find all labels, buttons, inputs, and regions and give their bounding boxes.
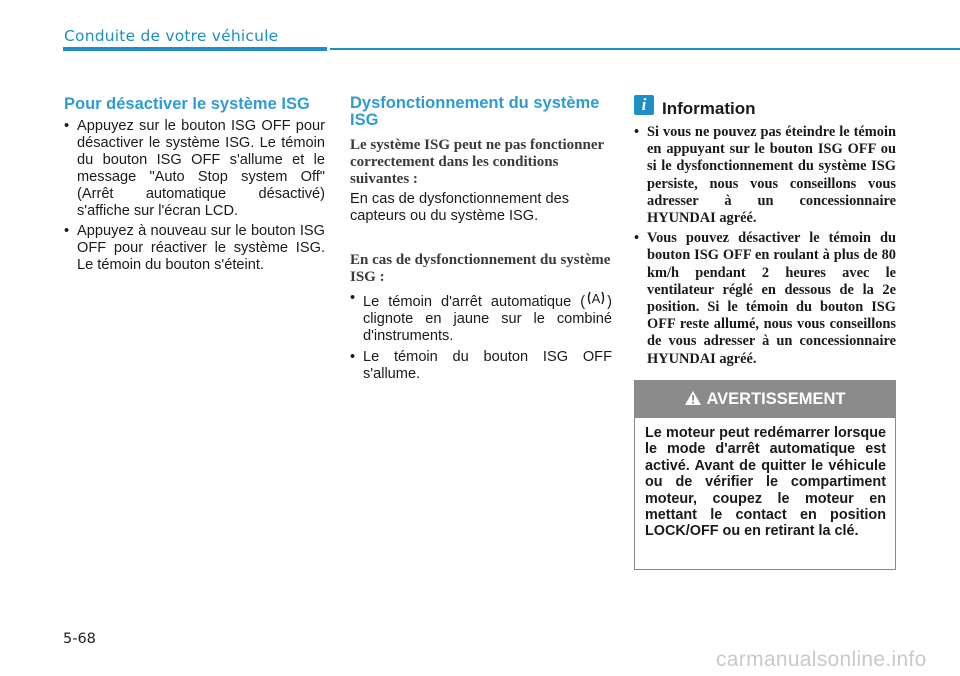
- chapter-title: Conduite de votre véhicule: [64, 27, 279, 45]
- page-number: 5-68: [63, 631, 96, 647]
- list-item: • Appuyez sur le bouton ISG OFF pour désactiver le système ISG. Le témoin du bouton ISG OFF s'allume et le message "Auto Stop system Off" (Arrêt automatique désactivé) s'affiche sur l'écran LCD.: [64, 118, 325, 220]
- list-item: • Vous pouvez désactiver le témoin du bouton ISG OFF en roulant à plus de 80 km/h pendant 2 heures avec le ventilateur réglé en dessous de la 2e position. Si le témoin du bouton ISG OFF reste allumé, nous vous conseillons de vous adresser à un concessionnaire HYUNDAI agréé.: [634, 230, 896, 368]
- info-icon: i: [634, 95, 654, 115]
- warning-triangle-icon: [684, 390, 702, 406]
- malfunction-paragraph: En cas de dysfonctionnement des capteurs ou du système ISG.: [350, 191, 570, 224]
- disable-isg-list: [64, 118, 325, 274]
- list-item: • Le témoin du bouton ISG OFF s'allume.: [350, 349, 612, 383]
- header-rule-thick: [63, 47, 327, 51]
- list-item: • Si vous ne pouvez pas éteindre le témoin en appuyant sur le bouton ISG OFF ou si le dysfonctionnement du système ISG persiste, nous vous conseillons vous adresser à un concessionnaire HYUNDAI agréé.: [634, 124, 896, 227]
- info-title: Information: [662, 99, 756, 118]
- bullet-text-pre: Le témoin d'arrêt automatique (: [363, 294, 586, 310]
- malfunction-list: [350, 290, 612, 383]
- auto-stop-indicator-icon: [585, 290, 607, 311]
- warning-title: AVERTISSEMENT: [706, 390, 846, 408]
- svg-text:A: A: [591, 291, 601, 306]
- condition-heading-1: Le système ISG peut ne pas fonctionner correctement dans les conditions suivantes :: [350, 137, 604, 187]
- section-heading-disable-isg: Pour désactiver le système ISG: [64, 95, 310, 113]
- list-item: [350, 290, 612, 345]
- watermark: carmanualsonline.info: [716, 648, 927, 671]
- warning-text: Le moteur peut redémarrer lorsque le mode d'arrêt automatique est activé. Avant de quitter le véhicule ou de vérifier le compartiment moteur, coupez le moteur en mettant le contact en position LOCK/OFF ou en retirant la clé.: [645, 425, 886, 540]
- header-rule-thin: [330, 48, 960, 50]
- warning-header: [635, 381, 895, 418]
- condition-heading-2: En cas de dysfonctionnement du système ISG :: [350, 252, 611, 285]
- list-item: • Appuyez à nouveau sur le bouton ISG OFF pour réactiver le système ISG. Le témoin du bouton s'éteint.: [64, 223, 325, 274]
- bullet-text-post: ) clignote en jaune sur le combiné d'instruments.: [363, 294, 612, 344]
- section-heading-malfunction: Dysfonctionnement du système ISG: [350, 94, 600, 129]
- info-list: [634, 124, 896, 368]
- warning-box: [634, 380, 896, 570]
